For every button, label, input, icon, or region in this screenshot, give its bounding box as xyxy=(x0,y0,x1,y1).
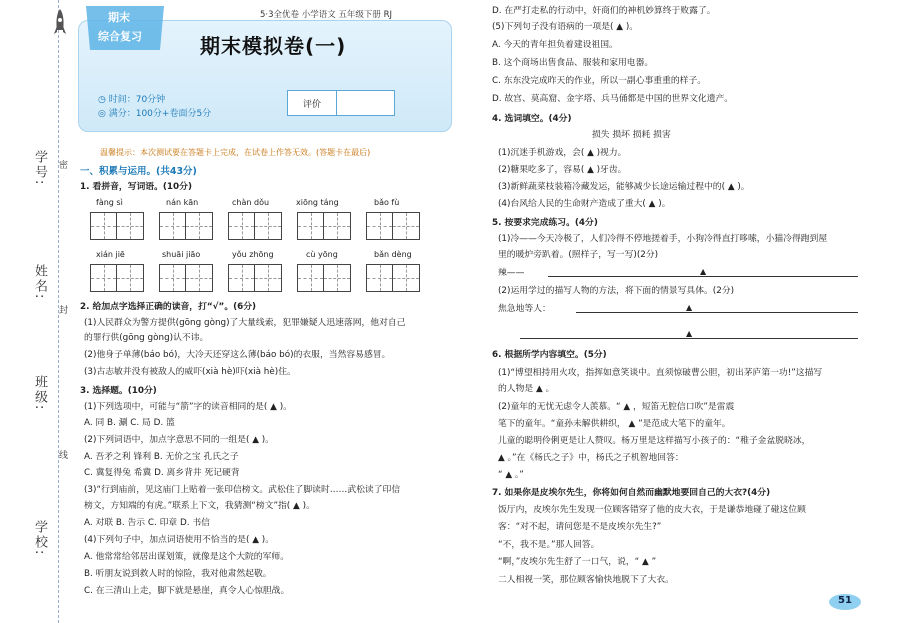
option-line: D. 故宫、莫高窟、金字塔、兵马俑都是中国的世界文化遗产。 xyxy=(492,94,734,104)
pinyin: nán kān xyxy=(166,198,199,207)
option-line: A. 他常常给邻居出谋划策，就像是这个大院的军师。 xyxy=(84,552,289,562)
question-line: (2)运用学过的描写人物的方法，将下面的情景写具体。(2分) xyxy=(498,286,735,296)
writing-grid[interactable] xyxy=(228,264,282,292)
question-3: 3. 选择题。(10分) xyxy=(80,386,157,396)
pinyin: bǎo fù xyxy=(374,198,400,207)
school-label: 学校: xyxy=(32,520,47,557)
question-line: 的人物是 ▲ 。 xyxy=(498,384,555,394)
answer-line[interactable] xyxy=(548,276,858,277)
question-line: (4)台风给人民的生命财产造成了重大( ▲ )。 xyxy=(498,199,671,209)
score-icon: ◎ xyxy=(98,109,109,119)
question-6: 6. 根据所学内容填空。(5分) xyxy=(492,350,607,360)
evaluation-label: 评价 xyxy=(288,91,337,115)
question-line: (1)下列选项中，可能与“箭”字的读音相同的是( ▲ )。 xyxy=(84,402,292,412)
question-line: (5)下列句子没有语病的一项是( ▲ )。 xyxy=(492,22,639,32)
answer-line[interactable] xyxy=(576,312,858,313)
word-bank: 损失 损坏 损耗 损害 xyxy=(592,130,671,140)
hint-text: 温馨提示：本次测试要在答题卡上完成，在试卷上作答无效。(答题卡在最后) xyxy=(100,148,371,157)
question-line: 榜文，方知端的有虎。”联系上下文，我猜测“榜文”指( ▲ )。 xyxy=(84,501,315,511)
question-line: (3)古志敏并没有被敌人的威吓(xià hè)吓(xià hè)住。 xyxy=(84,367,296,377)
seal-mark-1: 密 xyxy=(57,160,67,171)
question-line: (4)下列句子中，加点词语使用不恰当的是( ▲ )。 xyxy=(84,535,275,545)
pinyin: fàng sì xyxy=(96,198,123,207)
question-line: (1)人民群众为警方提供(gōng gòng)了大量线索，犯罪嫌疑人迅速落网，他对自己 xyxy=(84,318,406,328)
writing-grid[interactable] xyxy=(90,212,144,240)
series-label: 5·3全优卷 小学语文 五年级下册 RJ xyxy=(260,10,393,20)
seal-mark-3: 线 xyxy=(57,450,67,461)
question-line: (2)童年的无忧无虑令人羡慕。“ ▲ ，短笛无腔信口吹”是雷震 xyxy=(498,402,735,412)
evaluation-box xyxy=(287,90,395,116)
writing-grid[interactable] xyxy=(159,264,213,292)
passage-line: 饭厅内，皮埃尔先生发现一位顾客错穿了他的皮大衣，于是谦恭地碰了碰这位顾 xyxy=(498,505,806,515)
question-line: (1)沉迷手机游戏，会( ▲ )视力。 xyxy=(498,148,627,158)
name-label: 姓名: xyxy=(32,264,47,301)
question-4: 4. 选词填空。(4分) xyxy=(492,114,572,124)
seal-mark-2: 封 xyxy=(57,305,67,316)
answer-prompt: 辣—— xyxy=(498,268,525,278)
writing-grid[interactable] xyxy=(90,264,144,292)
passage-line: 客：“对不起，请问您是不是皮埃尔先生?” xyxy=(498,522,662,532)
question-5: 5. 按要求完成练习。(4分) xyxy=(492,218,598,228)
pinyin: cù yōng xyxy=(306,250,338,259)
pinyin: chàn dǒu xyxy=(232,198,270,207)
question-line: 里的暖炉旁趴着。(照样子，写一写)(2分) xyxy=(498,250,659,260)
question-2: 2. 给加点字选择正确的读音，打“√”。(6分) xyxy=(80,302,257,312)
pinyin: yǒu zhōng xyxy=(232,250,274,259)
writing-grid[interactable] xyxy=(159,212,213,240)
passage-line: “啊，”皮埃尔先生舒了一口气，说，“ ▲ ” xyxy=(498,557,657,567)
answer-marker: ▲ xyxy=(686,329,693,338)
option-line: C. 冀复得兔 希冀 D. 离乡背井 死记硬背 xyxy=(84,468,240,478)
pinyin: shuāi jiāo xyxy=(162,250,201,259)
answer-line[interactable] xyxy=(520,338,858,339)
page-number-badge xyxy=(828,593,862,615)
writing-grid[interactable] xyxy=(366,264,420,292)
question-line: 的罪行供(gōng gòng)认不讳。 xyxy=(84,333,209,343)
option-line: A. 对联 B. 告示 C. 印章 D. 书信 xyxy=(84,518,210,528)
pinyin: xián jiē xyxy=(96,250,125,259)
writing-grid[interactable] xyxy=(297,264,351,292)
evaluation-blank xyxy=(337,91,394,115)
badge-line-2: 综合复习 xyxy=(98,30,142,43)
pinyin: xiōng táng xyxy=(296,198,339,207)
question-line: 笔下的童年。“童孙未解供耕织， ▲ ”是范成大笔下的童年。 xyxy=(498,419,731,429)
option-line: A. 今天的青年担负着建设祖国。 xyxy=(492,40,618,50)
question-line: 儿童的聪明伶俐更是让人赞叹。杨万里是这样描写小孩子的：“稚子金盆脱晓冰， xyxy=(498,436,811,446)
option-line: C. 东东没完成昨天的作业，所以一副心事重重的样子。 xyxy=(492,76,707,86)
question-line: (2)糖果吃多了，容易( ▲ )牙齿。 xyxy=(498,165,627,175)
question-line: “ ▲ 。” xyxy=(498,470,524,480)
page-number: 51 xyxy=(838,595,852,606)
score-info: ◎ 满分：100分+卷面分5分 xyxy=(98,109,212,119)
passage-line: 二人相视一笑，那位顾客愉快地脱下了大衣。 xyxy=(498,575,674,585)
answer-marker: ▲ xyxy=(700,267,707,276)
question-7: 7. 如果你是皮埃尔先生，你将如何自然而幽默地要回自己的大衣?(4分) xyxy=(492,488,771,498)
writing-grid[interactable] xyxy=(366,212,420,240)
class-label: 班级: xyxy=(32,375,47,412)
passage-line: “不，我不是。”那人回答。 xyxy=(498,540,600,550)
question-1: 1. 看拼音，写词语。(10分) xyxy=(80,182,192,192)
badge-line-1: 期末 xyxy=(108,11,130,24)
writing-grid[interactable] xyxy=(297,212,351,240)
question-line: (3)“行到庙前，见这庙门上贴着一张印信榜文。武松住了脚读时……武松读了印信 xyxy=(84,485,401,495)
clock-icon: ◷ xyxy=(98,95,109,105)
rocket-icon xyxy=(53,8,67,42)
option-line: A. 同 B. 涮 C. 局 D. 篮 xyxy=(84,418,175,428)
time-info: ◷ 时间：70分钟 xyxy=(98,95,166,105)
option-line: D. 在严打走私的行动中，奸商们的神机妙算终于败露了。 xyxy=(492,6,716,16)
question-line: (1)“博望相持用火攻，指挥如意笑谈中。直须惊破曹公胆，初出茅庐第一功!”这描写 xyxy=(498,368,823,378)
pinyin: bǎn dèng xyxy=(374,250,412,259)
option-line: A. 吾矛之利 锋利 B. 无价之宝 孔氏之子 xyxy=(84,452,239,462)
question-line: (2)他身子单薄(báo bó)，大冷天还穿这么薄(báo bó)的衣服，当然容易感冒。 xyxy=(84,350,391,360)
answer-marker: ▲ xyxy=(686,303,693,312)
option-line: B. 这个商场出售食品、服装和家用电器。 xyxy=(492,58,654,68)
option-line: C. 在三清山上走，脚下就是悬崖，真令人心惊胆战。 xyxy=(84,586,290,596)
page-title: 期末模拟卷(一) xyxy=(200,34,347,58)
question-line: (2)下列词语中，加点字意思不同的一组是( ▲ )。 xyxy=(84,435,275,445)
question-line: (1)冷——今天冷极了，人们冷得不停地搓着手，小狗冷得直打哆嗦，小猫冷得跑到屋 xyxy=(498,234,828,244)
section-1-heading: 一、积累与运用。(共43分) xyxy=(80,166,197,177)
question-line: (3)新鲜蔬菜枝装箱冷藏发运，能够减少长途运输过程中的( ▲ )。 xyxy=(498,182,750,192)
question-line: ▲ 。”在《杨氏之子》中，杨氏之子机智地回答： xyxy=(498,453,684,463)
review-badge xyxy=(80,0,170,56)
answer-prompt: 焦急地等人： xyxy=(498,304,551,314)
student-number-label: 学号: xyxy=(32,150,47,187)
option-line: B. 听朋友说到救人时的惊险，我对他肃然起敬。 xyxy=(84,569,272,579)
writing-grid[interactable] xyxy=(228,212,282,240)
